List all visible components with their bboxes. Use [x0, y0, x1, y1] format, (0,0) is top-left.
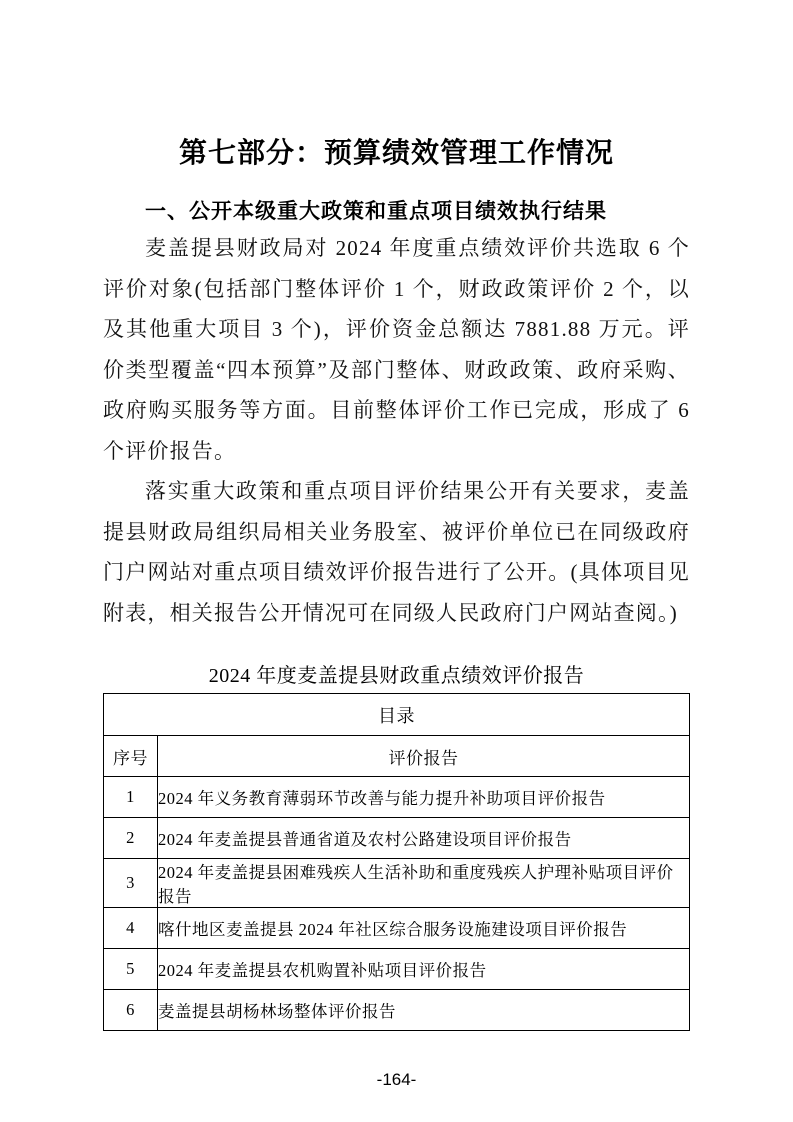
table-row [104, 949, 690, 990]
row-report: 麦盖提县胡杨林场整体评价报告 [158, 990, 690, 1031]
row-report: 2024 年麦盖提县普通省道及农村公路建设项目评价报告 [158, 818, 690, 859]
row-report: 2024 年麦盖提县困难残疾人生活补助和重度残疾人护理补贴项目评价报告 [158, 859, 690, 908]
table-row [104, 777, 690, 818]
row-report: 喀什地区麦盖提县 2024 年社区综合服务设施建设项目评价报告 [158, 908, 690, 949]
paragraph-evaluation-overview: 麦盖提县财政局对 2024 年度重点绩效评价共选取 6 个评价对象(包括部门整体评价 1 个，财政政策评价 2 个，以及其他重大项目 3 个)，评价资金总额达 7881.88 万元。评价类型覆盖“四本预算”及部门整体、财政政策、政府采购、政府购买服务等方面。目前整体评价工作已完成，形成了 6 个评价报告。 [103, 236, 690, 463]
table-row [104, 859, 690, 908]
catalog-header: 目录 [104, 694, 690, 736]
report-table [103, 693, 690, 1031]
col-header-report: 评价报告 [158, 736, 690, 777]
page-title: 第七部分：预算绩效管理工作情况 [178, 138, 614, 169]
table-catalog-row [104, 694, 690, 736]
row-index: 6 [104, 990, 158, 1031]
page-number: -164- [376, 1070, 417, 1089]
row-index: 4 [104, 908, 158, 949]
table-row [104, 990, 690, 1031]
col-header-index: 序号 [104, 736, 158, 777]
section-heading: 一、公开本级重大政策和重点项目绩效执行结果 [145, 200, 607, 223]
table-caption: 2024 年度麦盖提县财政重点绩效评价报告 [208, 665, 585, 687]
row-index: 1 [104, 777, 158, 818]
row-index: 2 [104, 818, 158, 859]
table-row [104, 818, 690, 859]
paragraph-disclosure-note: 落实重大政策和重点项目评价结果公开有关要求，麦盖提县财政局组织局相关业务股室、被评价单位已在同级政府门户网站对重点项目绩效评价报告进行了公开。(具体项目见附表，相关报告公开情况可在同级人民政府门户网站查阅。) [103, 479, 690, 625]
document-content [103, 0, 690, 1031]
row-report: 2024 年麦盖提县农机购置补贴项目评价报告 [158, 949, 690, 990]
row-index: 3 [104, 859, 158, 908]
table-header-row [104, 736, 690, 777]
row-report: 2024 年义务教育薄弱环节改善与能力提升补助项目评价报告 [158, 777, 690, 818]
table-row [104, 908, 690, 949]
row-index: 5 [104, 949, 158, 990]
